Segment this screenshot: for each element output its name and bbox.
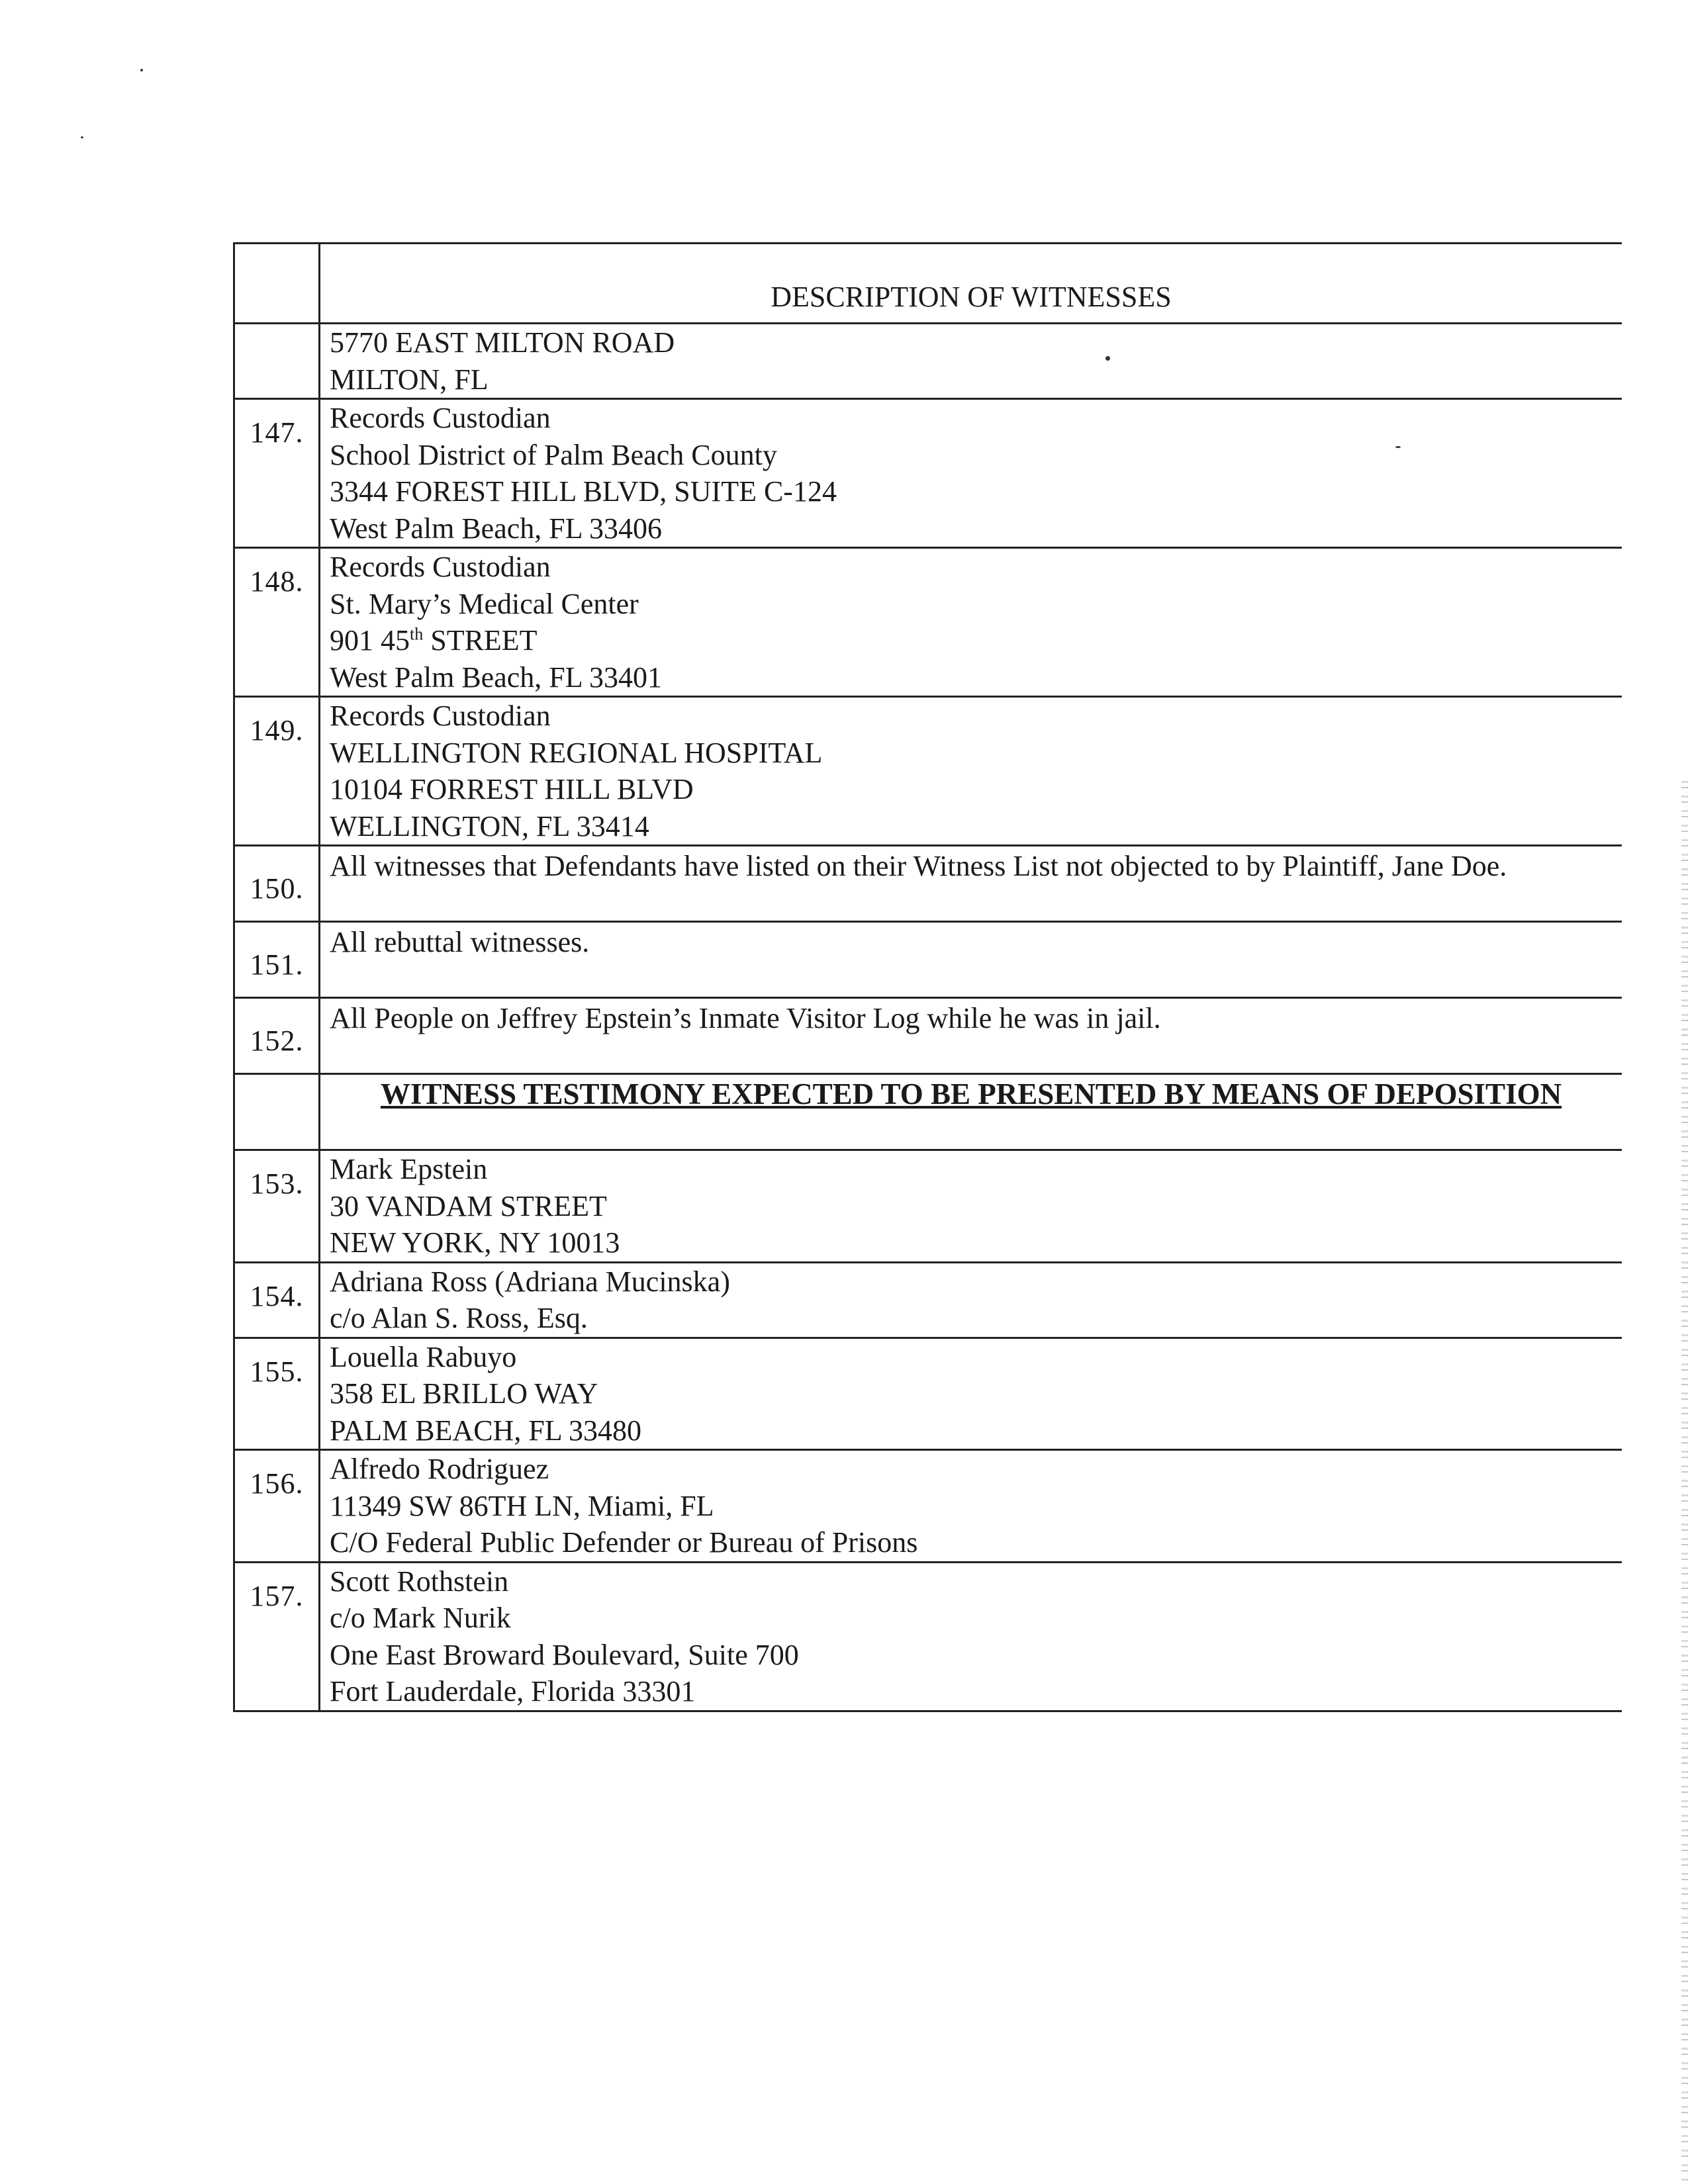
row-number: 157. — [233, 1563, 320, 1710]
ordinal-suffix: th — [410, 624, 424, 644]
witness-table — [233, 242, 1622, 1712]
scan-speck — [81, 136, 83, 138]
table-row — [233, 844, 1622, 921]
row-number: 150. — [233, 846, 320, 921]
table-header: DESCRIPTION OF WITNESSES — [771, 281, 1172, 313]
street-name: STREET — [423, 624, 538, 657]
row-number: 155. — [233, 1339, 320, 1449]
table-row — [233, 921, 1622, 997]
witness-description — [320, 1263, 1622, 1337]
description-line: Records Custodian — [330, 402, 551, 434]
street-number: 901 45 — [330, 624, 410, 657]
row-number: 151. — [233, 923, 320, 997]
row-number: 147. — [233, 400, 320, 547]
scan-edge-artifact — [1681, 781, 1688, 2184]
description-line: Louella Rabuyo — [330, 1340, 517, 1373]
description-line: WELLINGTON REGIONAL HOSPITAL — [330, 736, 823, 769]
row-number: 152. — [233, 999, 320, 1073]
description-line: Scott Rothstein — [330, 1565, 509, 1598]
witness-description — [320, 1339, 1622, 1449]
table-row — [233, 1337, 1622, 1449]
description-line: WELLINGTON, FL 33414 — [330, 809, 649, 842]
witness-description — [320, 846, 1622, 921]
table-row — [233, 547, 1622, 696]
description-line: West Palm Beach, FL 33401 — [330, 660, 662, 694]
witness-description — [320, 1151, 1622, 1261]
description-line: c/o Alan S. Ross, Esq. — [330, 1302, 588, 1334]
description-line: 5770 EAST MILTON ROAD — [330, 326, 675, 359]
description-line: 11349 SW 86TH LN, Miami, FL — [330, 1489, 714, 1522]
row-number: 148. — [233, 549, 320, 696]
description-line: c/o Mark Nurik — [330, 1602, 511, 1634]
description-line: Records Custodian — [330, 551, 551, 583]
witness-description — [320, 999, 1622, 1073]
section-heading: WITNESS TESTIMONY EXPECTED TO BE PRESENTED BY MEANS OF DEPOSITION — [380, 1077, 1562, 1111]
witness-description — [320, 698, 1622, 844]
table-row — [233, 997, 1622, 1073]
table-row — [233, 322, 1622, 398]
description-line: C/O Federal Public Defender or Bureau of Prisons — [330, 1526, 918, 1559]
row-number: 153. — [233, 1151, 320, 1261]
witness-description — [320, 923, 1622, 997]
description-line: Alfredo Rodriguez — [330, 1453, 549, 1485]
table-row — [233, 696, 1622, 844]
description-line: Mark Epstein — [330, 1153, 488, 1185]
table-row — [233, 1449, 1622, 1561]
witness-description — [320, 1451, 1622, 1561]
table-row — [233, 1261, 1622, 1337]
description-line: MILTON, FL — [330, 363, 489, 396]
number-cell — [233, 1075, 320, 1149]
row-number: 154. — [233, 1263, 320, 1337]
table-row — [233, 1561, 1622, 1712]
number-cell — [233, 244, 320, 322]
row-number: 156. — [233, 1451, 320, 1561]
section-heading-row — [233, 1073, 1622, 1149]
description-line — [330, 622, 1622, 659]
description-line: NEW YORK, NY 10013 — [330, 1226, 620, 1259]
witness-description — [320, 1563, 1622, 1710]
description-line: All rebuttal witnesses. — [330, 926, 590, 958]
description-line: 3344 FOREST HILL BLVD, SUITE C-124 — [330, 475, 837, 508]
description-line: 10104 FORREST HILL BLVD — [330, 773, 694, 805]
table-row — [233, 398, 1622, 547]
table-row — [233, 1149, 1622, 1261]
description-line: 30 VANDAM STREET — [330, 1189, 607, 1222]
scan-speck — [140, 69, 143, 71]
description-line: School District of Palm Beach County — [330, 438, 777, 471]
description-line: St. Mary’s Medical Center — [330, 587, 639, 620]
witness-description — [320, 400, 1622, 547]
row-number: 149. — [233, 698, 320, 844]
description-line: West Palm Beach, FL 33406 — [330, 512, 662, 545]
row-number — [233, 324, 320, 398]
description-line: One East Broward Boulevard, Suite 700 — [330, 1638, 799, 1671]
witness-description — [320, 549, 1622, 696]
description-line: PALM BEACH, FL 33480 — [330, 1414, 642, 1447]
description-line: Adriana Ross (Adriana Mucinska) — [330, 1265, 730, 1298]
description-line: Fort Lauderdale, Florida 33301 — [330, 1675, 696, 1707]
description-line: All witnesses that Defendants have listed on their Witness List not objected to by Plaintiff, Jane Doe. — [330, 850, 1507, 882]
description-line: 358 EL BRILLO WAY — [330, 1377, 598, 1410]
description-line: Records Custodian — [330, 700, 551, 732]
table-header-row — [233, 242, 1622, 322]
witness-description — [320, 324, 1622, 398]
description-line: All People on Jeffrey Epstein’s Inmate Visitor Log while he was in jail. — [330, 1002, 1161, 1034]
